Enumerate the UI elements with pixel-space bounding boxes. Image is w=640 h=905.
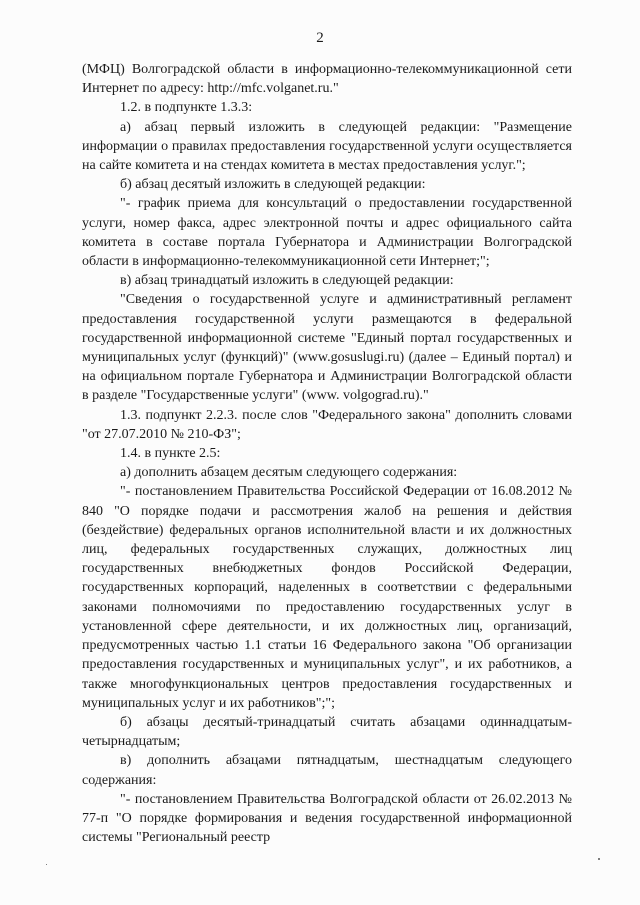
scan-speck bbox=[46, 864, 47, 865]
paragraph-item-1-2-a: а) абзац первый изложить в следующей редакции: "Размещение информации о правилах предоставления государственной услуги осуществляется на сайте комитета и на стендах комитета в местах предоставления услуг."; bbox=[82, 119, 572, 174]
page-number: 2 bbox=[316, 30, 324, 46]
paragraph-item-1-4-v: в) дополнить абзацами пятнадцатым, шестнадцатым следующего содержания: bbox=[82, 753, 572, 788]
paragraph-consultation-schedule: "- график приема для консультаций о предоставлении государственной услуги, номер факса, адрес электронной почты и адрес официального сайта комитета в составе портала Губернатора и Администрации Волгоградской области в информационно-телекоммуникационной сети Интернет;"; bbox=[82, 196, 572, 270]
paragraph-item-1-4-b: б) абзацы десятый-тринадцатый считать абзацами одиннадцатым-четырнадцатым; bbox=[82, 714, 572, 750]
paragraph-resolution-77p: "- постановлением Правительства Волгоградской области от 26.02.2013 № 77-п "О порядке формирования и ведения государственной информационной системы "Региональный реестр bbox=[82, 791, 572, 846]
document-body bbox=[82, 60, 572, 847]
paragraph-item-1-2-v: в) абзац тринадцатый изложить в следующей редакции: bbox=[120, 273, 454, 289]
paragraph-item-1-4-a: а) дополнить абзацем десятым следующего содержания: bbox=[120, 465, 458, 481]
paragraph-item-1-4: 1.4. в пункте 2.5: bbox=[120, 446, 221, 462]
paragraph-item-1-3: 1.3. подпункт 2.2.3. после слов "Федерального закона" дополнить словами "от 27.07.2010 № 210-ФЗ"; bbox=[82, 407, 572, 442]
scan-speck bbox=[598, 858, 600, 860]
paragraph-service-info: "Сведения о государственной услуге и административный регламент предоставления государственной услуги размещаются в федеральной государственной информационной системе "Единый портал государственных и муниципальных услуг (функций)" (www.gosuslugi.ru) (далее – Единый портал) и на официальном портале Губернатора и Администрации Волгоградской области в разделе "Государственные услуги" (www. volgograd.ru)." bbox=[82, 292, 572, 404]
paragraph-item-1-2: 1.2. в подпункте 1.3.3: bbox=[120, 100, 253, 116]
paragraph-item-1-2-b: б) абзац десятый изложить в следующей редакции: bbox=[120, 177, 426, 193]
paragraph-resolution-840: "- постановлением Правительства Российской Федерации от 16.08.2012 № 840 "О порядке подачи и рассмотрения жалоб на решения и действия (бездействие) федеральных органов исполнительной власти и их должностных лиц, федеральных государственных служащих, должностных лиц государственных внебюджетных фондов Российской Федерации, государственных корпораций, наделенных в соответствии с федеральными законами полномочиями по предоставлению государственных услуг в установленной сфере деятельности, и их должностных лиц, организаций, предусмотренных частью 1.1 статьи 16 Федерального закона "Об организации предоставления государственных и муниципальных услуг", и их работников, а также многофункциональных центров предоставления государственных и муниципальных услуг и их работников";"; bbox=[82, 484, 572, 711]
paragraph-mfc-address: (МФЦ) Волгоградской области в информационно-телекоммуникационной сети Интернет по адресу: http://mfc.volganet.ru." bbox=[82, 62, 572, 97]
